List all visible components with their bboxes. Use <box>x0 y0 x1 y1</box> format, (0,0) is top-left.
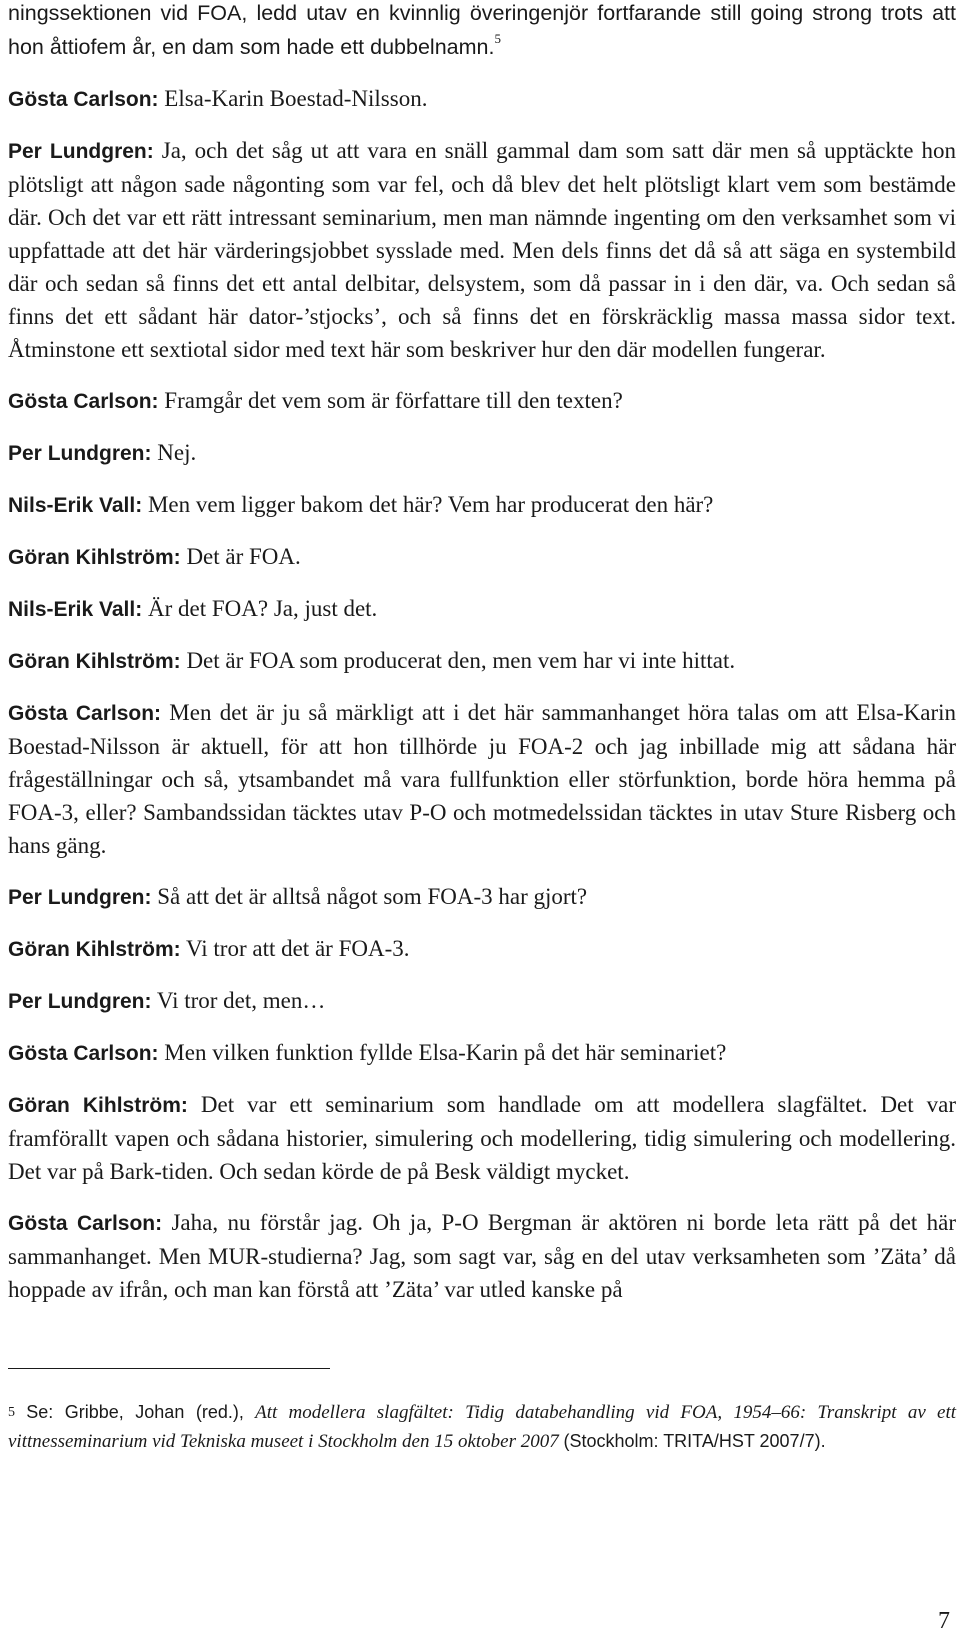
footnote-suffix: (Stockholm: TRITA/HST 2007/7). <box>563 1431 826 1451</box>
speaker-name: Göran Kihlström: <box>8 546 181 569</box>
paragraph-text: Så att det är alltså något som FOA-3 har gjort? <box>157 884 588 909</box>
paragraph <box>8 540 956 574</box>
paragraph-text: Är det FOA? Ja, just det. <box>147 596 378 621</box>
paragraph-text: Framgår det vem som är författare till den texten? <box>164 388 623 413</box>
transcript-body <box>8 0 956 1324</box>
speaker-name: Per Lundgren: <box>8 886 152 909</box>
speaker-name: Gösta Carlson: <box>8 1042 159 1065</box>
paragraph <box>8 592 956 626</box>
paragraph-text: Jaha, nu förstår jag. Oh ja, P-O Bergman är aktören ni borde leta rätt på det här sammanhanget. Men MUR-studierna? Jag, som sagt var, såg en del utav verksamheten som ’Zäta’ då hoppade av ifrån, och man kan förstå att ’Zäta’ var utled kanske på <box>8 1210 957 1302</box>
paragraph <box>8 1036 956 1070</box>
footnote-prefix: Se: Gribbe, Johan (red.), <box>26 1402 244 1422</box>
paragraph <box>8 644 956 678</box>
paragraph-text: Elsa-Karin Boestad-Nilsson. <box>164 86 428 111</box>
speaker-name: Gösta Carlson: <box>8 88 159 111</box>
paragraph <box>8 880 956 914</box>
footnote-divider <box>8 1368 330 1369</box>
paragraph-text: Vi tror att det är FOA-3. <box>186 936 410 961</box>
footnote-reference[interactable]: 5 <box>494 31 501 46</box>
paragraph <box>8 488 956 522</box>
speaker-name: Per Lundgren: <box>8 990 152 1013</box>
footnote <box>8 1398 956 1456</box>
paragraph-text: Vi tror det, men… <box>156 988 326 1013</box>
speaker-name: Gösta Carlson: <box>8 1212 163 1235</box>
footnote-number: 5 <box>8 1405 15 1420</box>
paragraph <box>8 984 956 1018</box>
paragraph <box>8 932 956 966</box>
paragraph <box>8 82 956 116</box>
paragraph <box>8 134 956 366</box>
speaker-name: Nils-Erik Vall: <box>8 494 143 517</box>
footnote-title: Att modellera slagfältet: Tidig databehandling vid FOA, 1954–66: Transkript av ett vittnesseminarium vid Tekniska museet i Stockholm den 15 oktober 2007 <box>8 1402 956 1452</box>
speaker-name: Gösta Carlson: <box>8 702 162 725</box>
speaker-name: Per Lundgren: <box>8 140 154 163</box>
speaker-name: Göran Kihlström: <box>8 938 181 961</box>
paragraph <box>8 696 956 862</box>
paragraph-text: Men vem ligger bakom det här? Vem har producerat den här? <box>147 492 714 517</box>
paragraph <box>8 384 956 418</box>
paragraph-text: Men vilken funktion fyllde Elsa-Karin på det här seminariet? <box>164 1040 727 1065</box>
paragraph-text: ningssektionen vid FOA, ledd utav en kvinnlig överingenjör fortfarande still going strong trots att hon åttiofem år, en dam som hade ett dubbelnamn. <box>8 1 956 59</box>
speaker-name: Nils-Erik Vall: <box>8 598 143 621</box>
page-number: 7 <box>938 1608 950 1634</box>
paragraph <box>8 1088 956 1188</box>
paragraph <box>8 1206 956 1306</box>
speaker-name: Per Lundgren: <box>8 442 152 465</box>
paragraph-text: Det är FOA. <box>186 544 301 569</box>
speaker-name: Gösta Carlson: <box>8 390 159 413</box>
paragraph-text: Men det är ju så märkligt att i det här sammanhanget höra talas om att Elsa-Karin Boestad-Nilsson är aktuell, för att hon tillhörde ju FOA-2 och jag inbillade mig att sådana här frågeställningar och så, ytsambandet må vara fullfunktion eller störfunktion, borde höra hemma på FOA-3, eller? Sambandssidan täcktes utav P-O och motmedelssidan täcktes in utav Sture Risberg och hans gäng. <box>8 700 956 858</box>
paragraph <box>8 0 956 64</box>
paragraph-text: Ja, och det såg ut att vara en snäll gammal dam som satt där men så upptäckte hon plötsligt att någon sade någonting som var fel, och då blev det helt plötsligt klart vem som bestämde där. Och det var ett rätt intressant seminarium, men man nämnde ingenting om den verksamhet som vi uppfattade att det här värderingsjobbet sysslade med. Men dels finns det då så att säga en systembild där och sedan så finns det ett antal delbitar, delsystem, som då passar in i den där, va. Och sedan så finns det ett sådant här dator-’stjocks’, och så finns det en förskräcklig massa massa sidor text. Åtminstone ett sextiotal sidor med text här som beskriver hur den där modellen fungerar. <box>8 138 957 362</box>
speaker-name: Göran Kihlström: <box>8 650 181 673</box>
paragraph-text: Nej. <box>157 440 197 465</box>
speaker-name: Göran Kihlström: <box>8 1094 188 1117</box>
paragraph <box>8 436 956 470</box>
paragraph-text: Det var ett seminarium som handlade om att modellera slagfältet. Det var framförallt vapen och sådana historier, simulering och modellering, tidig simulering och modellering. Det var på Bark-tiden. Och sedan körde de på Besk väldigt mycket. <box>8 1092 956 1184</box>
paragraph-text: Det är FOA som producerat den, men vem har vi inte hittat. <box>186 648 736 673</box>
